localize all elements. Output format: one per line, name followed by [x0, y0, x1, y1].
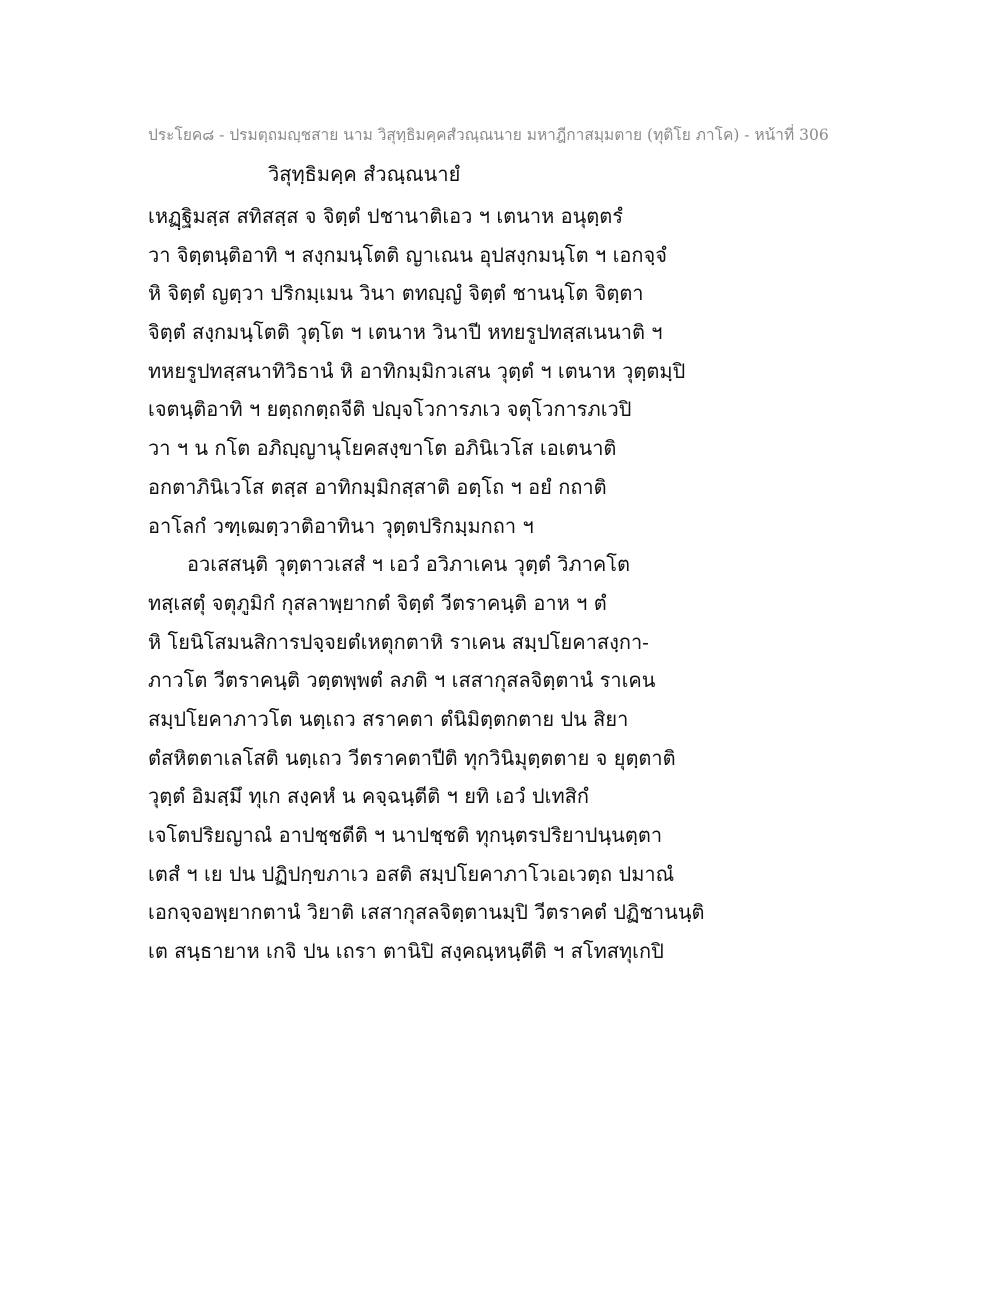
text-line: ภาวโต วีตราคนฺติ วตฺตพฺพตํ ลภติ ฯ เสสากุสลจิตฺตานํ ราเคน	[148, 668, 656, 693]
running-header: ประโยค๘ - ปรมตฺถมญฺชสาย นาม วิสุทฺธิมคฺคสํวณฺณนาย มหาฎีกาสมฺมตาย (ทุติโย ภาโค) - หน้าที่ 306	[148, 126, 829, 144]
text-line: เตสํ ฯ เย ปน ปฏิปกฺขภาเว อสติ สมฺปโยคาภาโวเอเวตฺถ ปมาณํ	[148, 861, 675, 886]
text-line: เจตนฺติอาทิ ฯ ยตฺถกตฺถจีติ ปญฺจโวการภเว จตุโวการภเวปิ	[148, 397, 632, 422]
text-line: อกตาภินิเวโส ตสฺส อาทิกมฺมิกสฺสาติ อตฺโถ ฯ อยํ กถาติ	[148, 474, 607, 499]
text-line: ตํสหิตตาเลโสติ นตฺเถว วีตราคตาปีติ ทุกวินิมุตฺตตาย จ ยุตฺตาติ	[148, 745, 676, 770]
text-line: ทสฺเสตุํ จตุภูมิกํ กุสลาพฺยากตํ จิตฺตํ วีตราคนฺติ อาห ฯ ตํ	[148, 590, 607, 615]
text-line: จิตฺตํ สงฺกมนฺโตติ วุตฺโต ฯ เตนาห วินาปี หทยรูปทสฺสเนนาติ ฯ	[148, 320, 663, 345]
text-line: วา ฯ น กโต อภิญฺญานุโยคสงฺขาโต อภินิเวโส เอเตนาติ	[148, 436, 617, 461]
body-text	[148, 197, 868, 971]
section-title: วิสุทฺธิมคฺค สํวณฺณนายํ	[268, 162, 461, 186]
paragraph-start-line: อวเสสนฺติ วุตฺตาวเสสํ ฯ เอวํ อวิภาเคน วุตฺตํ วิภาคโต	[187, 552, 631, 577]
text-line: วุตฺตํ อิมสฺมึ ทุเก สงฺคหํ น คจฺฉนฺตีติ ฯ ยทิ เอวํ ปเทสิกํ	[148, 784, 589, 809]
text-line: หิ โยนิโสมนสิการปจฺจยตํเหตุกตาหิ ราเคน สมฺปโยคาสงฺกา-	[148, 629, 649, 654]
text-line: เหฏฺฐิมสฺส สทิสสฺส จ จิตฺตํ ปชานาติเอว ฯ เตนาห อนุตฺตรํ	[148, 204, 624, 228]
text-line: อาโลกํ วฑฺเฒตฺวาติอาทินา วุตฺตปริกมฺมกถา ฯ	[148, 513, 534, 538]
text-line: เจโตปริยญาณํ อาปชฺชตีติ ฯ นาปชฺชติ ทุกนฺตรปริยาปนฺนตฺตา	[148, 823, 663, 847]
text-line: สมฺปโยคาภาวโต นตฺเถว สราคตา ตํนิมิตฺตกตาย ปน สิยา	[148, 706, 629, 731]
text-line: หิ จิตฺตํ ญตฺวา ปริกมฺเมน วินา ตทญฺญํ จิตฺตํ ชานนฺโต จิตฺตา	[148, 281, 644, 306]
text-line: เต สนฺธายาห เกจิ ปน เถรา ตานิปิ สงฺคณฺหนฺตีติ ฯ สโทสทุเกปิ	[148, 939, 664, 964]
text-line: ทหยรูปทสฺสนาทิวิธานํ หิ อาทิกมฺมิกวเสน วุตฺตํ ฯ เตนาห วุตฺตมฺปิ	[148, 358, 686, 383]
text-line: วา จิตฺตนฺติอาทิ ฯ สงฺกมนฺโตติ ญาเณน อุปสงฺกมนฺโต ฯ เอกจฺจํ	[148, 242, 667, 267]
text-line: เอกจฺจอพฺยากตานํ วิยาติ เสสากุสลจิตฺตานมฺปิ วีตราคตํ ปฏิชานนฺติ	[148, 900, 705, 925]
